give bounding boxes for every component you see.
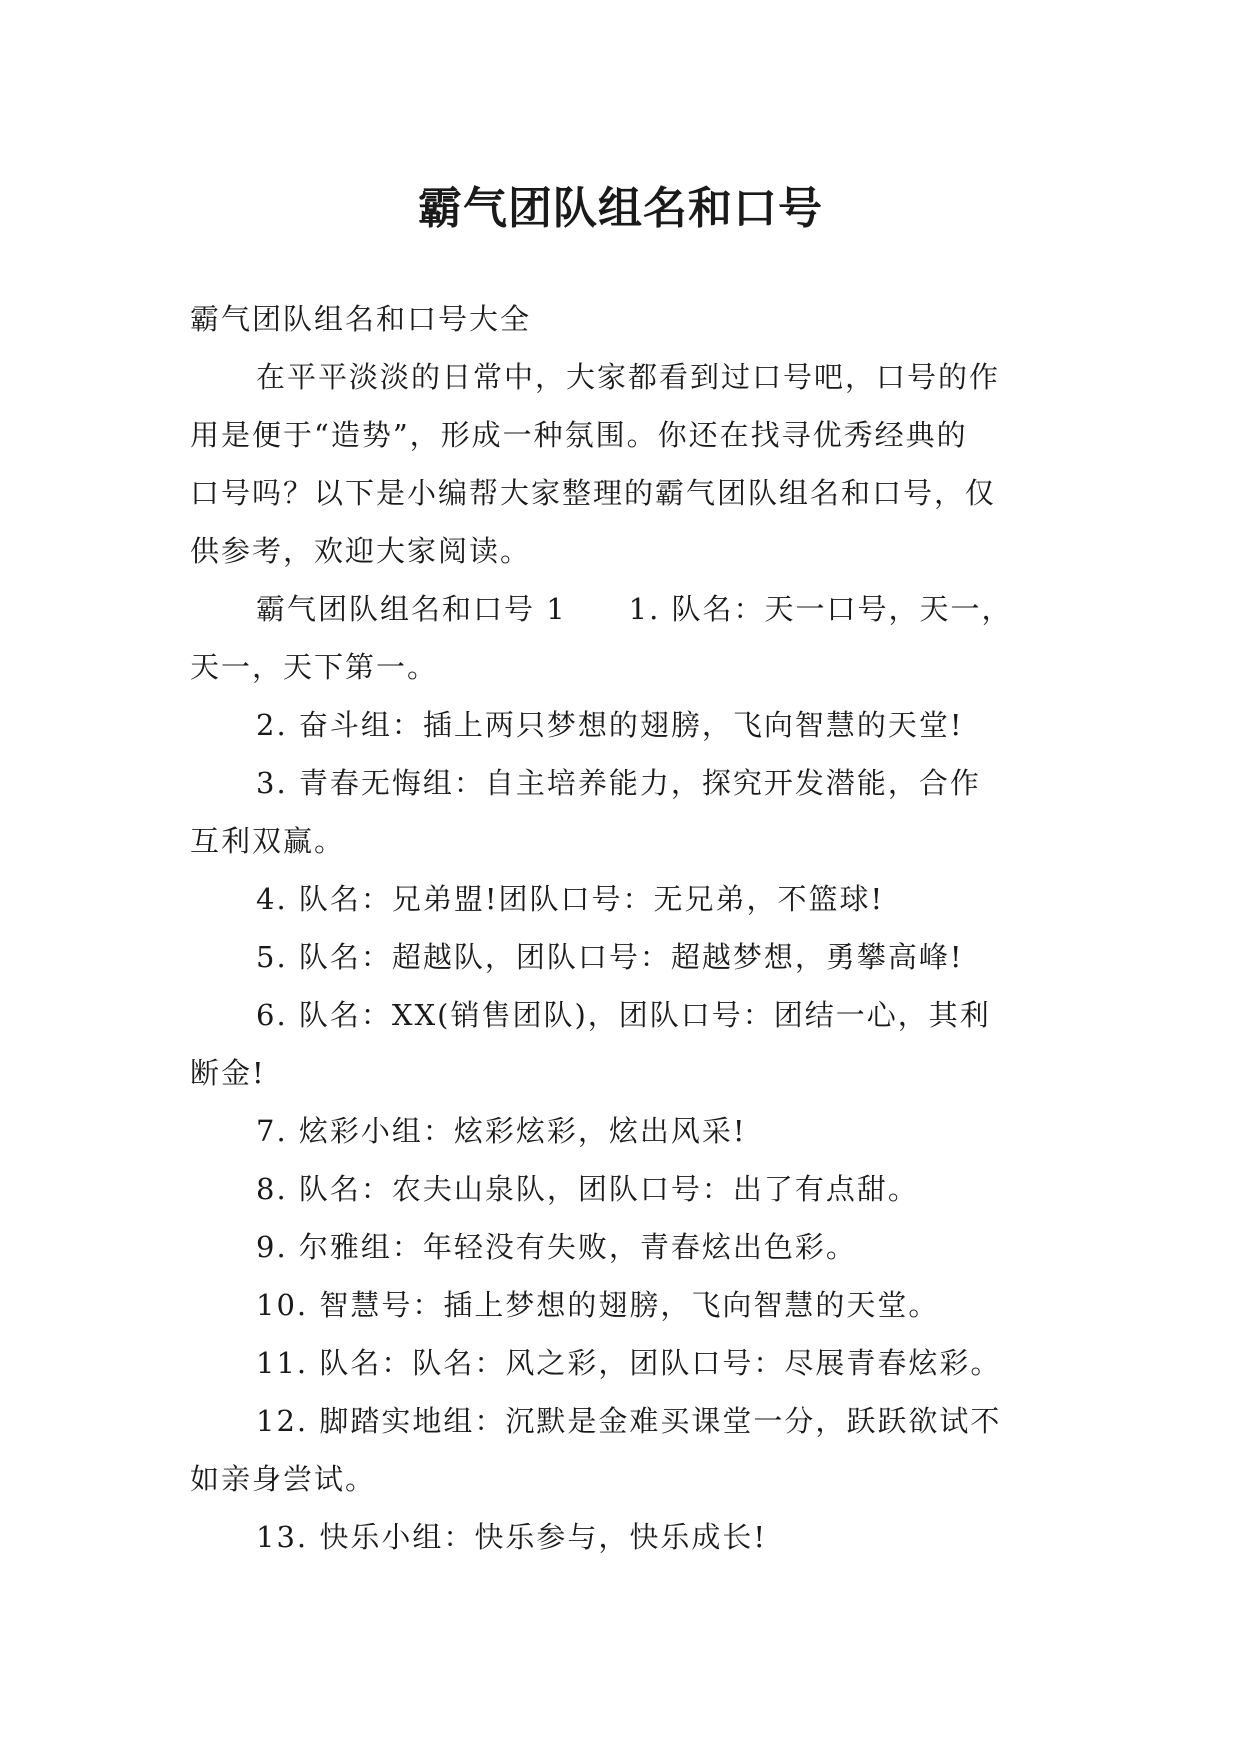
body-line: 8. 队名：农夫山泉队，团队口号：出了有点甜。: [256, 1172, 919, 1206]
body-line: 2. 奋斗组：插上两只梦想的翅膀，飞向智慧的天堂!: [256, 708, 964, 742]
body-line: 12. 脚踏实地组：沉默是金难买课堂一分，跃跃欲试不: [256, 1404, 1002, 1438]
body-line: 断金!: [190, 1056, 266, 1090]
body-line: 口号吗？以下是小编帮大家整理的霸气团队组名和口号，仅: [190, 476, 997, 510]
body-line: 13. 快乐小组：快乐参与，快乐成长!: [256, 1520, 767, 1554]
body-line: 10. 智慧号：插上梦想的翅膀，飞向智慧的天堂。: [256, 1288, 940, 1322]
document-title: 霸气团队组名和口号: [418, 183, 823, 235]
body-line: 7. 炫彩小组：炫彩炫彩，炫出风采!: [256, 1114, 747, 1148]
body-line: 互利双赢。: [190, 824, 346, 858]
document-body: [190, 290, 1050, 1566]
body-line: 如亲身尝试。: [190, 1462, 377, 1496]
body-line: 4. 队名：兄弟盟!团队口号：无兄弟，不篮球!: [256, 882, 885, 916]
body-line: 9. 尔雅组：年轻没有失败，青春炫出色彩。: [256, 1230, 857, 1264]
body-line: 供参考，欢迎大家阅读。: [190, 534, 532, 568]
body-line: 3. 青春无悔组：自主培养能力，探究开发潜能，合作: [256, 766, 981, 800]
body-line: 在平平淡淡的日常中，大家都看到过口号吧，口号的作: [256, 360, 1001, 394]
body-line: 6. 队名：XX(销售团队)，团队口号：团结一心，其利: [256, 998, 991, 1032]
body-line: 用是便于“造势”，形成一种氛围。你还在找寻优秀经典的: [190, 418, 968, 452]
body-line: 霸气团队组名和口号大全: [190, 302, 532, 336]
body-line: 霸气团队组名和口号 1 1. 队名：天一口号，天一，: [256, 592, 1013, 626]
body-line: 11. 队名：队名：风之彩，团队口号：尽展青春炫彩。: [256, 1346, 1002, 1380]
body-line: 天一，天下第一。: [190, 650, 439, 684]
body-line: 5. 队名：超越队，团队口号：超越梦想，勇攀高峰!: [256, 940, 964, 974]
